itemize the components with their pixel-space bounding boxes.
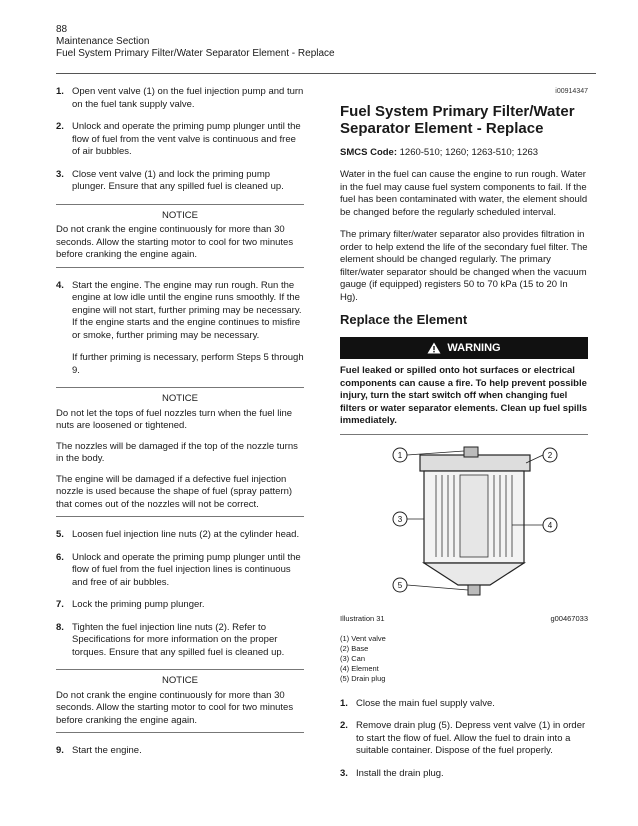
notice-text: The engine will be damaged if a defective fuel injection nozzle is used because the shape of fuel (spray pattern) that comes out of the nozzles will not be correct. xyxy=(56,473,293,510)
notice-text: Do not let the tops of fuel nozzles turn when the fuel line nuts are loosened or tightened. xyxy=(56,407,293,431)
notice-text: Do not crank the engine continuously for more than 30 seconds. Allow the starting motor to cool for two minutes before cranking the engine again. xyxy=(56,689,294,726)
notice-title: NOTICE xyxy=(162,393,198,404)
step-text: Tighten the fuel injection line nuts (2). Refer to Specifications for more information on the proper torques. Ensure that any spilled fuel is cleaned up. xyxy=(72,621,285,658)
step-text: Close the main fuel supply valve. xyxy=(356,697,495,709)
step-text: Start the engine. The engine may run rough. Run the engine at low idle until the engine runs smoothly. If the engine will not start, further priming may be necessary. If the engine starts and the engine continues to misfire or smoke, further priming may be necessary. xyxy=(72,279,302,341)
warning-triangle-icon xyxy=(427,342,441,354)
page-number: 88 xyxy=(56,24,68,35)
filter-illustration xyxy=(340,445,588,605)
replace-step-3 xyxy=(340,768,588,781)
step-2 xyxy=(56,121,304,159)
step-text: Loosen fuel injection line nuts (2) at the cylinder head. xyxy=(72,529,300,540)
paragraph-2: The primary filter/water separator also provides filtration in order to help extend the life of the secondary fuel filter. The element should be changed regularly. The primary filter/water separator should be changed when the vacuum gauge (if equipped) registers 50 to 70 kPa (15 to 20 In Hg). xyxy=(340,229,588,303)
section-title: Fuel System Primary Filter/Water Separator Element - Replace xyxy=(340,102,575,137)
legend-item: (2) Base xyxy=(340,643,369,653)
figure-caption xyxy=(340,613,588,626)
step-number: 8. xyxy=(56,621,64,633)
document-code: i00914347 xyxy=(555,88,588,95)
illustration-number: Illustration 31 xyxy=(340,614,385,623)
notice-3 xyxy=(56,669,304,733)
vent-valve xyxy=(464,447,478,457)
topic-name: Fuel System Primary Filter/Water Separator Element - Replace xyxy=(56,48,335,59)
notice-title: NOTICE xyxy=(162,675,198,686)
step-number: 2. xyxy=(56,121,64,132)
subheading: Replace the Element xyxy=(340,312,468,327)
step-4 xyxy=(56,280,304,343)
header-divider xyxy=(56,73,596,74)
step-5 xyxy=(56,529,304,542)
step-8 xyxy=(56,622,304,660)
step-3 xyxy=(56,169,304,194)
notice-title: NOTICE xyxy=(162,209,198,221)
step-number: 1. xyxy=(340,697,348,709)
replace-step-2 xyxy=(340,720,588,758)
step-6 xyxy=(56,552,304,590)
callout-1-label: 1 xyxy=(397,450,403,460)
step-number: 5. xyxy=(56,529,64,540)
notice-1 xyxy=(56,204,304,268)
notice-text: The nozzles will be damaged if the top of the nozzle turns in the body. xyxy=(56,440,298,464)
legend-item: (4) Element xyxy=(340,663,379,673)
smcs-label: SMCS Code: xyxy=(340,146,397,158)
notice-text: Do not crank the engine continuously for more than 30 seconds. Allow the starting motor to cool for two minutes before cranking the engine again. xyxy=(56,224,294,260)
step-number: 1. xyxy=(56,86,64,97)
step-7 xyxy=(56,599,304,612)
step-text: Install the drain plug. xyxy=(356,767,444,779)
callout-3-label: 3 xyxy=(397,514,403,524)
step-4-note: If further priming is necessary, perform Steps 5 through 9. xyxy=(72,352,304,376)
callout-2-label: 2 xyxy=(547,450,553,460)
step-number: 6. xyxy=(56,551,64,563)
step-number: 3. xyxy=(340,767,348,779)
warning-text: Fuel leaked or spilled onto hot surfaces or electrical components can cause a fire. To help prevent possible injury, turn the start switch off when changing fuel filters or water separator elements. Clean up fuel spills immediately. xyxy=(340,359,588,435)
step-number: 9. xyxy=(56,745,64,756)
step-number: 4. xyxy=(56,279,64,291)
step-text: Unlock and operate the priming pump plunger until the flow of fuel from the fuel injection lines is continuous and free of air bubbles. xyxy=(72,551,301,588)
page-header xyxy=(56,24,335,60)
callout-5-label: 5 xyxy=(397,580,403,590)
legend-item: (3) Can xyxy=(340,653,366,663)
step-text: Remove drain plug (5). Depress vent valve (1) in order to start the flow of fuel. Allow the fuel to drain into a suitable container. Dispose of the fuel properly. xyxy=(356,720,586,756)
step-text: Unlock and operate the priming pump plunger until the flow of fuel from the vent valve is continuous and free of air bubbles. xyxy=(72,121,301,157)
drain-plug xyxy=(468,585,480,595)
step-text: Lock the priming pump plunger. xyxy=(72,599,205,610)
notice-2 xyxy=(56,387,304,517)
warning-label: WARNING xyxy=(447,341,501,354)
legend-item: (1) Vent valve xyxy=(340,633,386,643)
step-text: Start the engine. xyxy=(72,745,142,756)
step-text: Open vent valve (1) on the fuel injection pump and turn on the fuel tank supply valve. xyxy=(72,86,304,110)
smcs-code xyxy=(340,147,588,160)
section-name: Maintenance Section xyxy=(56,36,150,47)
step-text: Close vent valve (1) and lock the priming pump plunger. Ensure that any spilled fuel is cleaned up. xyxy=(72,168,284,192)
illustration-code: g00467033 xyxy=(550,614,588,623)
step-1 xyxy=(56,86,304,111)
callout-4-label: 4 xyxy=(547,520,553,530)
paragraph-1: Water in the fuel can cause the engine to run rough. Water in the fuel may cause fuel system components to fail. If the fuel has been contaminated with water, the element should be changed before the regularly scheduled interval. xyxy=(340,169,588,218)
smcs-value: 1260-510; 1260; 1263-510; 1263 xyxy=(397,146,539,158)
left-column xyxy=(56,86,304,768)
step-number: 3. xyxy=(56,168,64,180)
step-number: 7. xyxy=(56,599,64,610)
warning-banner xyxy=(340,337,588,360)
right-column xyxy=(340,86,588,790)
figure-legend xyxy=(340,634,588,684)
replace-step-1 xyxy=(340,698,588,711)
step-number: 2. xyxy=(340,720,348,731)
legend-item: (5) Drain plug xyxy=(340,673,386,683)
filter-bowl xyxy=(424,563,524,585)
step-9 xyxy=(56,745,304,758)
